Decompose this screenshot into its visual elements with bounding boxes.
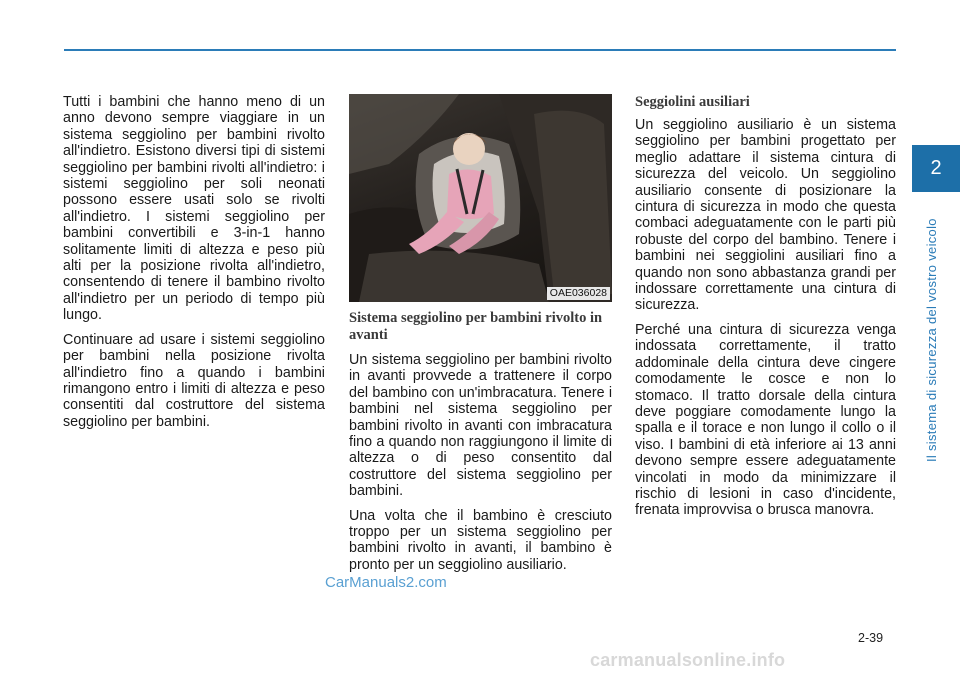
column-middle <box>349 94 612 581</box>
image-code: OAE036028 <box>547 287 610 300</box>
paragraph: Un seggiolino ausiliario è un sistema seggiolino per bambini progettato per meglio adattare il sistema cintura di sicurezza del veicolo. Un seggiolino ausiliario consente di posizionare la cintura di sicurezza in modo che questa combaci adeguatamente con le parti più robuste del corpo del bambino. Tenere i bambini nei seggiolini ausiliari fino a quando non sono abbastanza grandi per indossare correttamente una cintura di sicurezza. <box>635 117 896 314</box>
chapter-number-tab: 2 <box>912 145 960 192</box>
paragraph: Continuare ad usare i sistemi seggiolino per bambini nella posizione rivolta all'indietro fino a quando i bambini rimangono entro i limiti di altezza e peso consentiti dal costruttore del sistema seggiolino per bambini. <box>63 331 325 430</box>
chapter-title-text: Il sistema di sicurezza del vostro veicolo <box>924 218 939 462</box>
column-right <box>635 94 896 527</box>
footer-watermark: carmanualsonline.info <box>590 650 786 670</box>
paragraph: Una volta che il bambino è cresciuto troppo per un sistema seggiolino per bambini rivolto in avanti, il bambino è pronto per un seggiolino ausiliario. <box>349 507 612 573</box>
section-heading: Sistema seggiolino per bambini rivolto in avanti <box>349 310 603 343</box>
header-rule <box>64 49 896 51</box>
child-seat-photo <box>349 94 612 302</box>
watermark-link[interactable]: CarManuals2.com <box>325 574 447 591</box>
section-heading: Seggiolini ausiliari <box>635 94 750 110</box>
child-seat-illustration <box>349 94 612 302</box>
page-number: 2-39 <box>858 631 884 645</box>
column-left <box>63 94 325 438</box>
paragraph: Tutti i bambini che hanno meno di un anno devono sempre viaggiare in un sistema seggiolino per bambini rivolto all'indietro. Esistono diversi tipi di sistemi seggiolino per bambini rivolti all'indietro: i sistemi seggiolino per soli neonati possono essere usati solo se rivolti all'indietro. I sistemi seggiolino per bambini convertibili e 3-in-1 hanno solitamente limiti di altezza e peso più alti per la posizione rivolta all'indietro, consentendo di tenere il bambino rivolto all'indietro per un periodo di tempo più lungo. <box>63 94 325 324</box>
paragraph: Un sistema seggiolino per bambini rivolto in avanti provvede a trattenere il corpo del bambino con un'imbracatura. Tenere i bambini nel sistema seggiolino per bambini rivolto in avanti con imbracatura fino a quando non raggiungono il limite di altezza o di peso consentito dal costruttore del sistema seggiolino per bambini. <box>349 352 612 500</box>
paragraph: Perché una cintura di sicurezza venga indossata correttamente, il tratto addominale della cintura deve cingere comodamente le cosce e non lo stomaco. Il tratto dorsale della cintura deve poggiare comodamente lungo la spalla e il torace e non lungo il collo o il viso. I bambini di età inferiore ai 13 anni devono sempre essere adeguatamente vincolati in modo da minimizzare il rischio di lesioni in caso d'incidente, frenata improvvisa o brusca manovra. <box>635 321 896 519</box>
